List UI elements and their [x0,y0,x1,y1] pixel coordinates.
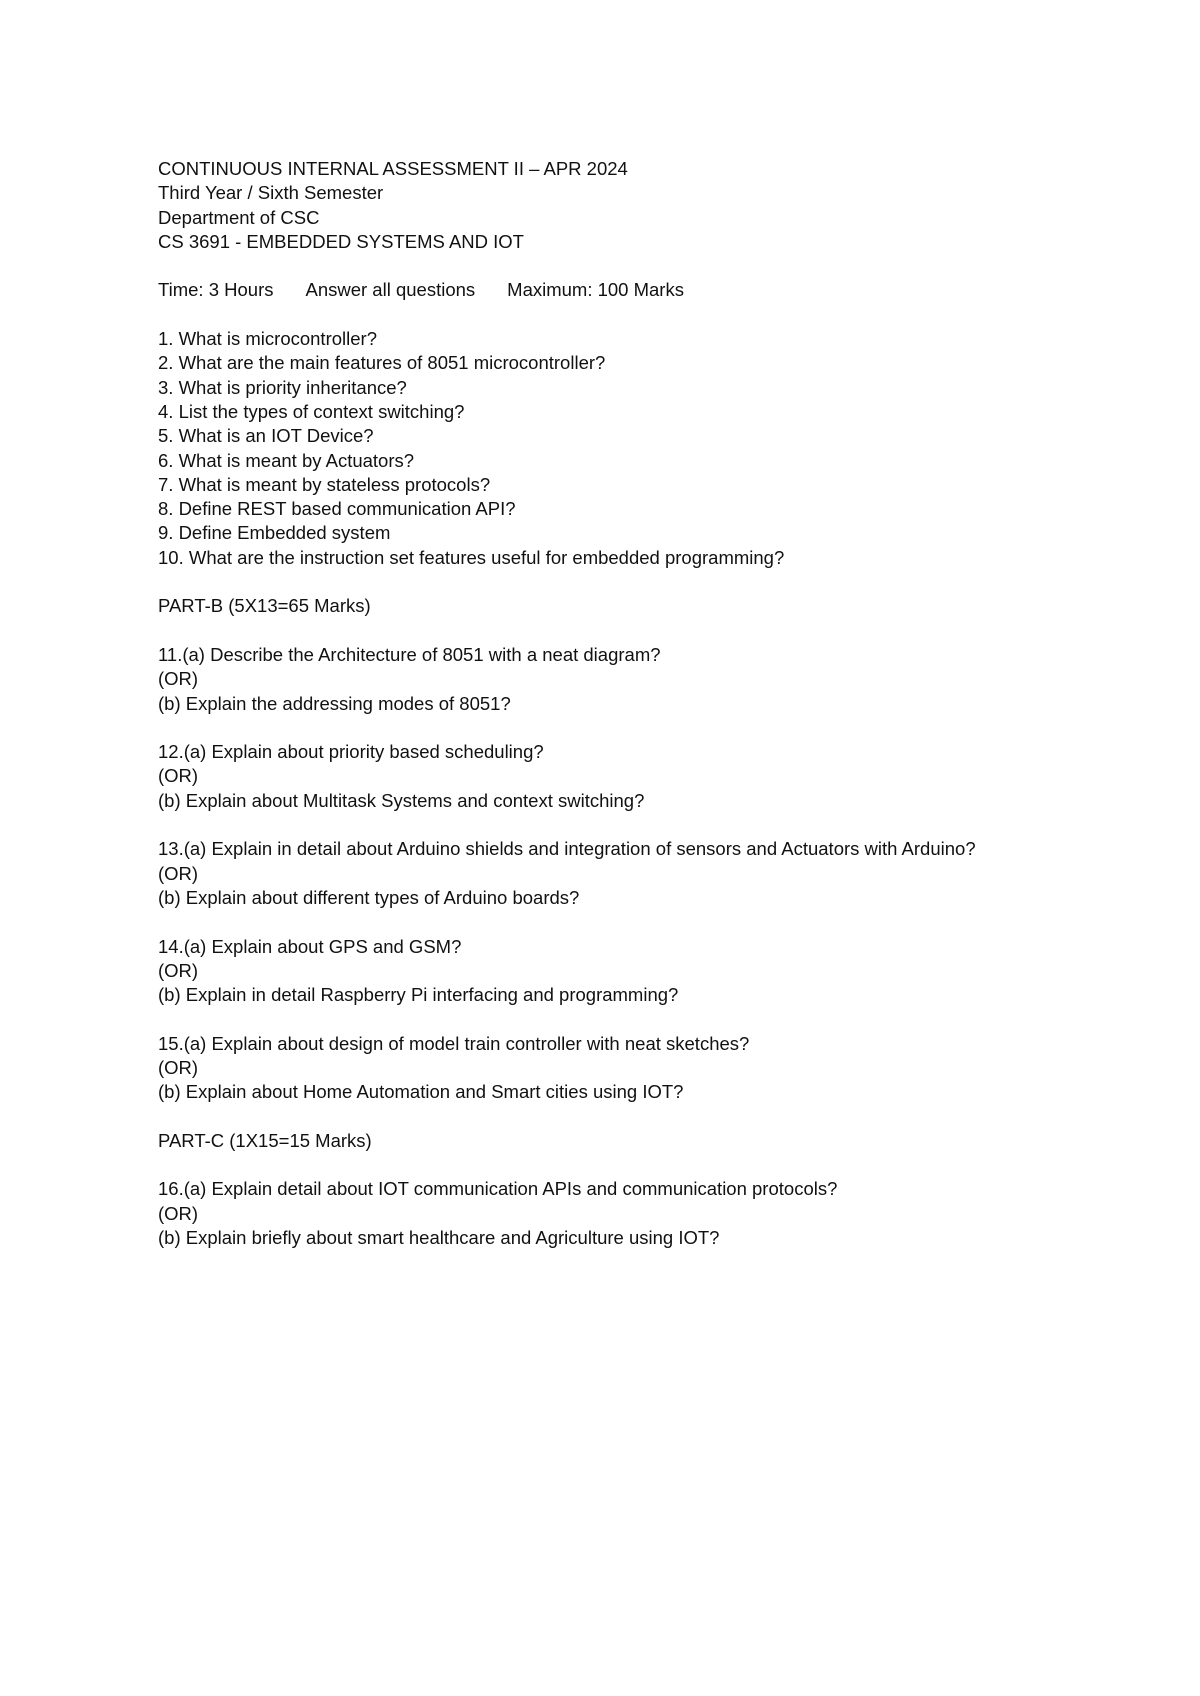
question-item: 3. What is priority inheritance? [158,376,407,398]
question-option-b: (b) Explain about different types of Arduino boards? [158,886,580,908]
spacer [158,1007,1158,1031]
question-option-a: 16.(a) Explain detail about IOT communication APIs and communication protocols? [158,1178,838,1200]
question-item: 9. Define Embedded system [158,522,391,544]
or-separator: (OR) [158,959,199,981]
question-item: 10. What are the instruction set features useful for embedded programming? [158,546,785,568]
question-option-b: (b) Explain about Multitask Systems and context switching? [158,789,645,811]
question-option-a: 14.(a) Explain about GPS and GSM? [158,935,462,957]
question-item: 5. What is an IOT Device? [158,425,374,447]
or-separator: (OR) [158,765,199,787]
spacer [158,254,1158,278]
spacer [158,716,1158,740]
question-option-b: (b) Explain in detail Raspberry Pi interfacing and programming? [158,984,679,1006]
question-item: 8. Define REST based communication API? [158,498,516,520]
or-separator: (OR) [158,1056,199,1078]
exam-max-marks: Maximum: 100 Marks [507,279,684,301]
part-c-heading: PART-C (1X15=15 Marks) [158,1129,372,1151]
exam-title: CONTINUOUS INTERNAL ASSESSMENT II – APR 2024 [158,158,628,179]
course-title: CS 3691 - EMBEDDED SYSTEMS AND IOT [158,230,524,252]
spacer [158,303,1158,327]
question-item: 7. What is meant by stateless protocols? [158,473,491,495]
question-option-b: (b) Explain the addressing modes of 8051? [158,692,511,714]
question-item: 4. List the types of context switching? [158,400,465,422]
spacer [158,619,1158,643]
spacer [158,1105,1158,1129]
spacer [158,570,1158,594]
year-semester: Third Year / Sixth Semester [158,182,384,204]
question-option-a: 13.(a) Explain in detail about Arduino shields and integration of sensors and Actuators with Arduino? [158,838,976,860]
question-option-b: (b) Explain about Home Automation and Smart cities using IOT? [158,1081,684,1103]
question-option-a: 12.(a) Explain about priority based scheduling? [158,741,544,763]
or-separator: (OR) [158,1202,199,1224]
spacer [158,813,1158,837]
or-separator: (OR) [158,668,199,690]
question-item: 6. What is meant by Actuators? [158,449,415,471]
question-item: 2. What are the main features of 8051 microcontroller? [158,352,606,374]
spacer [158,910,1158,934]
spacer [158,1153,1158,1177]
question-option-a: 11.(a) Describe the Architecture of 8051 with a neat diagram? [158,643,661,665]
question-paper [158,157,1158,1250]
or-separator: (OR) [158,862,199,884]
exam-instruction: Answer all questions [305,279,476,301]
part-b-heading: PART-B (5X13=65 Marks) [158,595,371,617]
question-option-a: 15.(a) Explain about design of model train controller with neat sketches? [158,1032,750,1054]
question-option-b: (b) Explain briefly about smart healthcare and Agriculture using IOT? [158,1227,720,1249]
exam-time: Time: 3 Hours [158,279,274,301]
question-item: 1. What is microcontroller? [158,328,377,350]
exam-meta [158,278,1158,302]
department: Department of CSC [158,206,320,228]
